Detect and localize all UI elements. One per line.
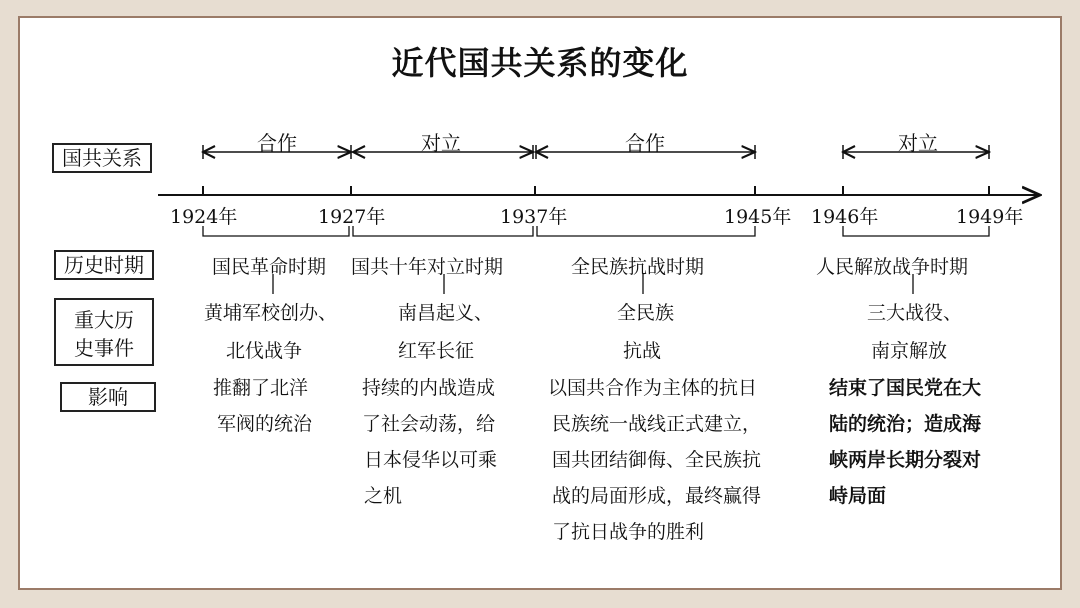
- year-label: 1946年: [811, 206, 879, 228]
- impact-line: 结束了国民党在大: [829, 377, 982, 399]
- event-line: 南昌起义、: [398, 302, 494, 324]
- row-label-period: 历史时期: [54, 250, 154, 280]
- event-line: 红军长征: [398, 340, 475, 362]
- impact-line: 持续的内战造成: [362, 377, 496, 399]
- impact-line: 军阀的统治: [217, 413, 313, 435]
- relation-label: 合作: [257, 131, 297, 155]
- event-line: 北伐战争: [226, 340, 303, 362]
- event-line: 南京解放: [871, 340, 948, 362]
- relation-label: 合作: [625, 131, 665, 155]
- event-line: 全民族: [617, 302, 675, 324]
- impact-line: 以国共合作为主体的抗日: [548, 377, 758, 399]
- year-label: 1937年: [500, 206, 568, 228]
- impact-line: 峡两岸长期分裂对: [829, 449, 982, 471]
- period-bracket-3: [537, 226, 755, 236]
- relation-label: 对立: [898, 131, 938, 155]
- period-label: 全民族抗战时期: [571, 256, 705, 278]
- period-label: 国民革命时期: [212, 256, 327, 278]
- impact-line: 民族统一战线正式建立，: [552, 413, 762, 435]
- event-line: 三大战役、: [867, 302, 963, 324]
- impact-line: 日本侵华以可乘: [364, 449, 498, 471]
- event-line: 黄埔军校创办、: [204, 302, 338, 324]
- page-title: 近代国共关系的变化: [391, 44, 689, 82]
- event-line: 抗战: [623, 340, 662, 362]
- row-label-impact: 影响: [60, 382, 156, 412]
- row-label-events: 重大历史事件: [54, 298, 154, 366]
- year-label: 1924年: [170, 206, 238, 228]
- year-label: 1945年: [724, 206, 792, 228]
- impact-line: 陆的统治；造成海: [829, 413, 982, 435]
- impact-line: 国共团结御侮、全民族抗: [552, 449, 762, 471]
- impact-line: 之机: [364, 485, 403, 507]
- impact-line: 峙局面: [829, 485, 887, 507]
- relation-label: 对立: [421, 131, 461, 155]
- row-label-relation: 国共关系: [52, 143, 152, 173]
- impact-line: 了抗日战争的胜利: [552, 521, 705, 543]
- impact-line: 了社会动荡，给: [362, 413, 496, 435]
- period-label: 国共十年对立时期: [351, 256, 504, 278]
- period-label: 人民解放战争时期: [816, 256, 969, 278]
- impact-line: 战的局面形成，最终赢得: [552, 485, 762, 507]
- year-label: 1949年: [956, 206, 1024, 228]
- impact-line: 推翻了北洋: [213, 377, 309, 399]
- year-label: 1927年: [318, 206, 386, 228]
